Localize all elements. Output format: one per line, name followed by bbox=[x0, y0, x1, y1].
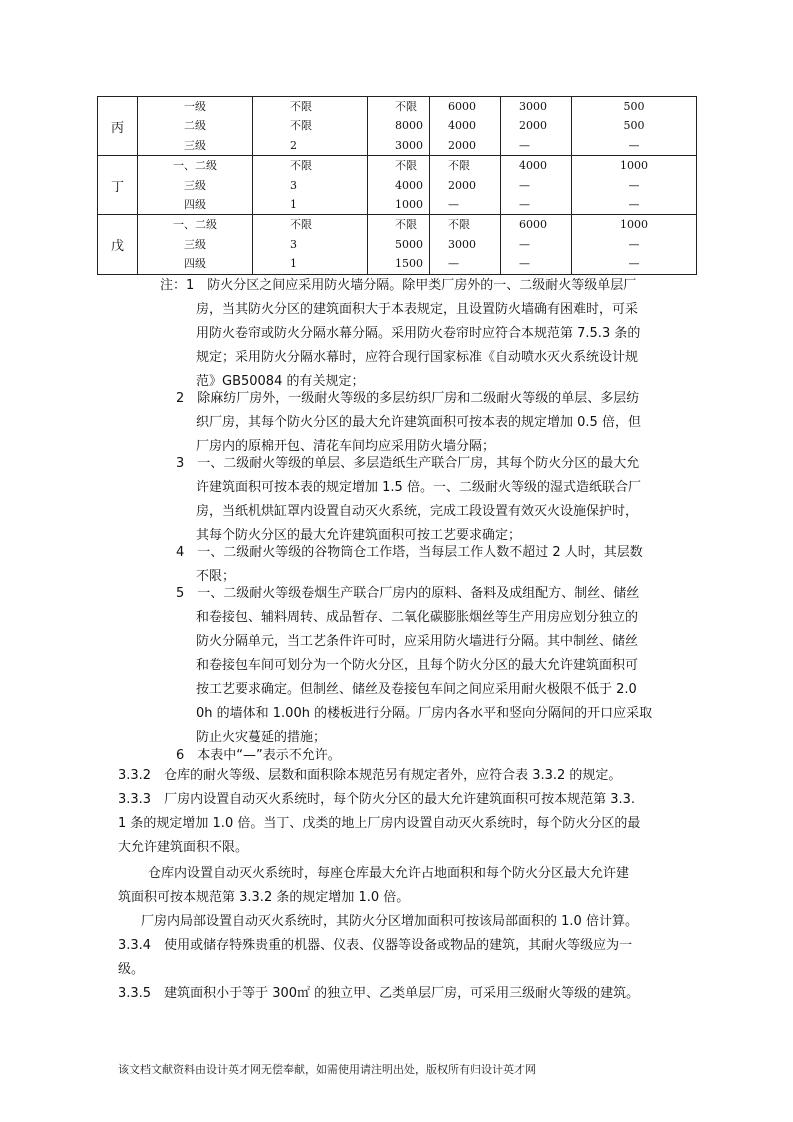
cell-value: — bbox=[448, 197, 459, 211]
body-line: 3.3.2 仓库的耐火等级、层数和面积除本规范另有规定者外，应符合表 3.3.2 的规定。 bbox=[118, 768, 622, 783]
cell-value: 3 bbox=[290, 237, 297, 251]
body-line: 1 条的规定增加 1.0 倍。当丁、戊类的地上厂房内设置自动灭火系统时，每个防火分区的最 bbox=[118, 816, 641, 831]
value-cell bbox=[572, 156, 697, 215]
value-cell bbox=[572, 97, 697, 156]
fire-rating-cell bbox=[138, 156, 253, 215]
value-cell bbox=[253, 156, 368, 215]
value-cell bbox=[253, 97, 368, 156]
fire-compartment-table bbox=[97, 96, 697, 275]
cell-value: 一、二级 bbox=[173, 218, 217, 232]
note-line: 防火分隔单元，当工艺条件许可时，应采用防火墙进行分隔。其中制丝、储丝 bbox=[196, 634, 639, 649]
note-line: 注：1 防火分区之间应采用防火墙分隔。除甲类厂房外的一、二级耐火等级单层厂 bbox=[160, 278, 637, 293]
cell-value: 1000 bbox=[395, 197, 423, 211]
cell-value: 5000 bbox=[395, 237, 423, 251]
body-line: 筑面积可按本规范第 3.3.2 条的规定增加 1.0 倍。 bbox=[118, 890, 410, 905]
cell-value: — bbox=[519, 237, 530, 251]
cell-value: 一级 bbox=[184, 100, 206, 113]
body-line: 仓库内设置自动灭火系统时，每座仓库最大允许占地面积和每个防火分区最大允许建 bbox=[148, 866, 630, 881]
cell-value: 4000 bbox=[448, 119, 476, 133]
cell-value: 6000 bbox=[519, 218, 547, 232]
cell-value: 1 bbox=[290, 257, 297, 271]
cell-value: 三级 bbox=[184, 138, 206, 152]
cell-value: — bbox=[628, 237, 640, 251]
note-line: 织厂房，其每个防火分区的最大允许建筑面积可按本表的规定增加 0.5 倍，但 bbox=[196, 415, 641, 430]
cell-value: 4000 bbox=[519, 159, 547, 173]
cell-value: 不限 bbox=[290, 100, 312, 113]
cell-value: 不限 bbox=[395, 159, 417, 173]
cell-value: 三级 bbox=[184, 178, 206, 192]
note-line: 3 一、二级耐火等级的单层、多层造纸生产联合厂房，其每个防火分区的最大允 bbox=[176, 456, 640, 471]
cell-value: 三级 bbox=[184, 237, 206, 251]
cell-value: 3 bbox=[290, 178, 297, 192]
table-row bbox=[98, 97, 697, 156]
cell-value: 二级 bbox=[184, 119, 206, 133]
cell-value: 1000 bbox=[620, 159, 648, 173]
table-row bbox=[98, 215, 697, 274]
cell-value: 不限 bbox=[448, 218, 470, 232]
cell-value: — bbox=[519, 178, 530, 192]
cell-value: 不限 bbox=[290, 119, 312, 133]
cell-value: 2000 bbox=[448, 138, 476, 152]
note-line: 按工艺要求确定。但制丝、储丝及卷接包车间之间应采用耐火极限不低于 2.0 bbox=[196, 682, 637, 697]
value-cell bbox=[368, 215, 430, 274]
cell-value: 不限 bbox=[290, 218, 312, 232]
cell-value: 不限 bbox=[448, 159, 470, 173]
cell-value: 2000 bbox=[519, 119, 547, 133]
cell-value: 6000 bbox=[448, 100, 476, 113]
cell-value: — bbox=[519, 197, 530, 211]
cell-value: 500 bbox=[623, 100, 645, 113]
body-line: 3.3.4 使用或储存特殊贵重的机器、仪表、仪器等设备或物品的建筑，其耐火等级应为一 bbox=[118, 938, 633, 953]
body-line: 3.3.5 建筑面积小于等于 300㎡ 的独立甲、乙类单层厂房，可采用三级耐火等级的建筑。 bbox=[118, 986, 640, 1001]
body-line: 级。 bbox=[118, 962, 145, 977]
cell-value: 3000 bbox=[519, 100, 547, 113]
value-cell bbox=[501, 215, 572, 274]
note-line: 防止火灾蔓延的措施； bbox=[196, 730, 327, 745]
cell-value: 2 bbox=[290, 138, 297, 152]
cell-value: 不限 bbox=[395, 100, 417, 113]
note-line: 厂房内的原棉开包、清花车间均应采用防火墙分隔； bbox=[196, 439, 496, 454]
note-line: 许建筑面积可按本表的规定增加 1.5 倍。一、二级耐火等级的湿式造纸联合厂 bbox=[196, 480, 641, 495]
value-cell bbox=[253, 215, 368, 274]
cell-value: 500 bbox=[623, 119, 645, 133]
note-line: 4 一、二级耐火等级的谷物筒仓工作塔，当每层工作人数不超过 2 人时，其层数 bbox=[176, 545, 643, 560]
note-line: 和卷接包车间可划分为一个防火分区，且每个防火分区的最大允许建筑面积可 bbox=[196, 658, 639, 673]
fire-rating-cell bbox=[138, 97, 253, 156]
page-footer: 该文档文献资料由设计英才网无偿奉献，如需使用请注明出处，版权所有归设计英才网 bbox=[118, 1063, 536, 1076]
fire-rating-cell bbox=[138, 215, 253, 274]
note-line: 房，当纸机烘缸罩内设置自动灭火系统，完成工段设置有效灭火设施保护时， bbox=[196, 504, 639, 519]
note-line: 不限； bbox=[196, 569, 236, 584]
body-line: 大允许建筑面积不限。 bbox=[118, 840, 249, 855]
note-line: 房，当其防火分区的建筑面积大于本表规定，且设置防火墙确有困难时，可采 bbox=[196, 302, 639, 317]
value-cell bbox=[501, 97, 572, 156]
cell-value: — bbox=[628, 197, 640, 211]
note-line: 2 除麻纺厂房外，一级耐火等级的多层纺织厂房和二级耐火等级的单层、多层纺 bbox=[176, 391, 640, 406]
cell-value: — bbox=[628, 178, 640, 192]
cell-value: 不限 bbox=[395, 218, 417, 232]
value-cell bbox=[501, 156, 572, 215]
cell-value: — bbox=[519, 138, 530, 152]
cell-value: 1000 bbox=[620, 218, 648, 232]
note-line: 0h 的墙体和 1.00h 的楼板进行分隔。厂房内各水平和竖向分隔间的开口应采取 bbox=[196, 706, 653, 721]
category-cell: 丁 bbox=[98, 156, 138, 215]
cell-value: 不限 bbox=[290, 159, 312, 173]
cell-value: — bbox=[628, 257, 640, 271]
cell-value: 3000 bbox=[395, 138, 423, 152]
category-cell: 丙 bbox=[98, 97, 138, 156]
cell-value: 4000 bbox=[395, 178, 423, 192]
note-line: 和卷接包、辅料周转、成品暂存、二氧化碳膨胀烟丝等生产用房应划分独立的 bbox=[196, 610, 639, 625]
cell-value: 3000 bbox=[448, 237, 476, 251]
cell-value: 1 bbox=[290, 197, 297, 211]
body-line: 厂房内局部设置自动灭火系统时，其防火分区增加面积可按该局部面积的 1.0 倍计算。 bbox=[141, 914, 638, 929]
cell-value: — bbox=[448, 257, 459, 271]
cell-value: 四级 bbox=[184, 257, 206, 271]
note-line: 用防火卷帘或防火分隔水幕分隔。采用防火卷帘时应符合本规范第 7.5.3 条的 bbox=[196, 326, 641, 341]
cell-value: 四级 bbox=[184, 197, 206, 211]
note-line: 范》GB50084 的有关规定； bbox=[196, 374, 365, 389]
note-line: 5 一、二级耐火等级卷烟生产联合厂房内的原料、备料及成组配方、制丝、储丝 bbox=[176, 586, 640, 601]
cell-value: — bbox=[519, 257, 530, 271]
category-cell: 戊 bbox=[98, 215, 138, 274]
table-row bbox=[98, 156, 697, 215]
cell-value: 一、二级 bbox=[173, 159, 217, 173]
cell-value: 8000 bbox=[395, 119, 423, 133]
cell-value: 1500 bbox=[395, 257, 423, 271]
value-cell bbox=[430, 97, 501, 156]
value-cell bbox=[430, 215, 501, 274]
cell-value: — bbox=[628, 138, 640, 152]
value-cell bbox=[368, 156, 430, 215]
note-line: 规定；采用防火分隔水幕时，应符合现行国家标准《自动喷水灭火系统设计规 bbox=[196, 350, 639, 365]
value-cell bbox=[430, 156, 501, 215]
body-line: 3.3.3 厂房内设置自动灭火系统时，每个防火分区的最大允许建筑面积可按本规范第 3.3. bbox=[118, 792, 636, 807]
note-line: 其每个防火分区的最大允许建筑面积可按工艺要求确定； bbox=[196, 528, 522, 543]
note-line: 6 本表中“—”表示不允许。 bbox=[176, 748, 341, 763]
value-cell bbox=[572, 215, 697, 274]
cell-value: 2000 bbox=[448, 178, 476, 192]
value-cell bbox=[368, 97, 430, 156]
